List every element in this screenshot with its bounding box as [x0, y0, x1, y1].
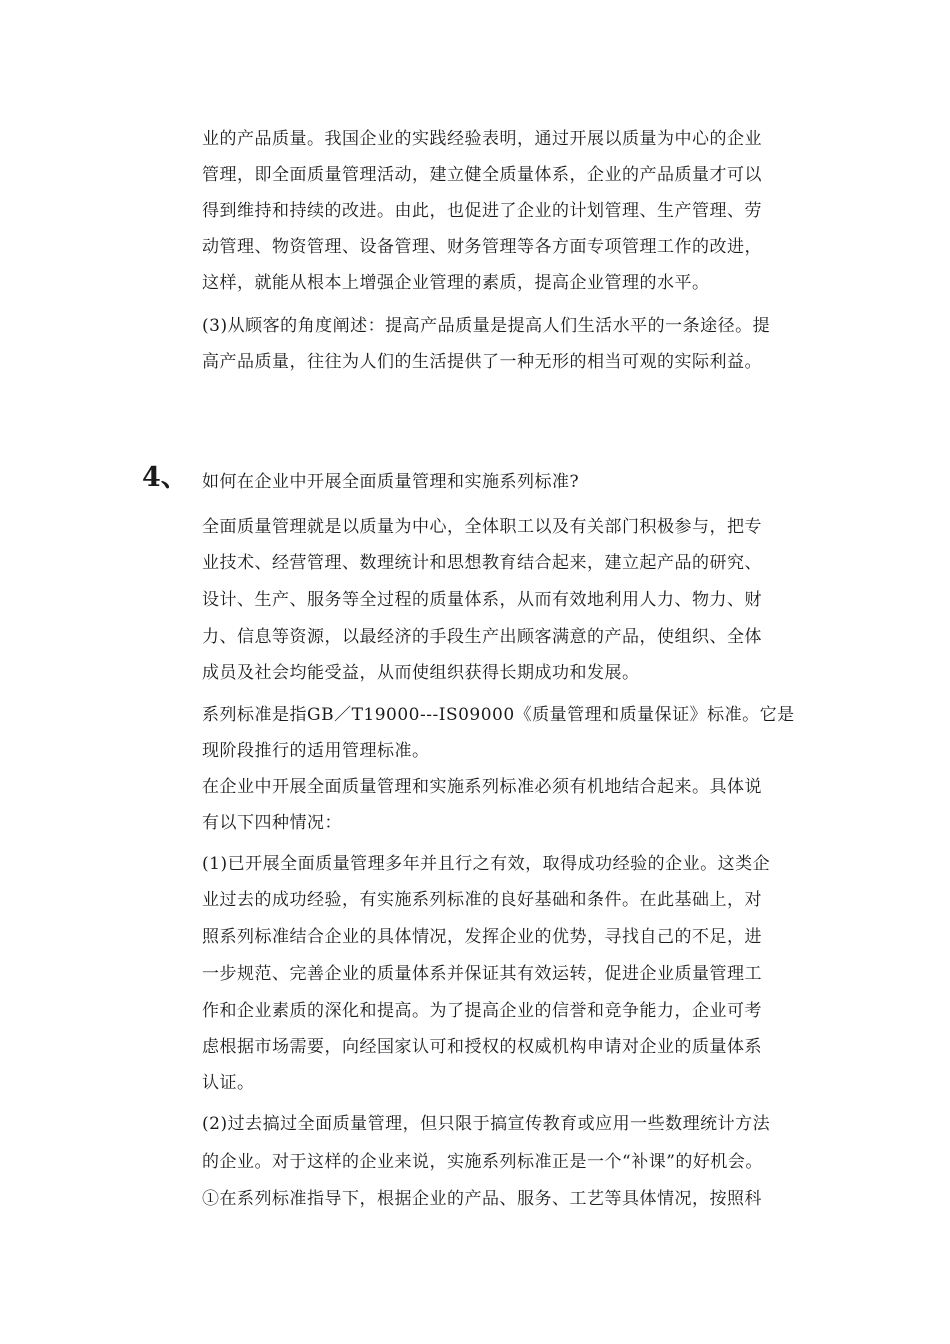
text-line: (1)已开展全面质量管理多年并且行之有效，取得成功经验的企业。这类企	[202, 854, 771, 874]
question-number: 4、	[142, 462, 188, 493]
text-line: 虑根据市场需要，向经国家认可和授权的权威机构申请对企业的质量体系	[202, 1037, 762, 1057]
text-line: 的企业。对于这样的企业来说，实施系列标准正是一个“补课”的好机会。	[202, 1152, 763, 1172]
text-line: 这样，就能从根本上增强企业管理的素质，提高企业管理的水平。	[202, 273, 710, 293]
text-line: 业技术、经营管理、数理统计和思想教育结合起来，建立起产品的研究、	[202, 553, 762, 573]
text-line: 全面质量管理就是以质量为中心，全体职工以及有关部门积极参与，把专	[202, 517, 762, 537]
text-line: 业的产品质量。我国企业的实践经验表明，通过开展以质量为中心的企业	[202, 129, 762, 149]
text-line: 有以下四种情况：	[202, 813, 342, 833]
text-line: (3)从顾客的角度阐述：提高产品质量是提高人们生活水平的一条途径。提	[202, 316, 771, 336]
text-line: 一步规范、完善企业的质量体系并保证其有效运转，促进企业质量管理工	[202, 964, 762, 984]
text-line: 设计、生产、服务等全过程的质量体系，从而有效地利用人力、物力、财	[202, 590, 762, 610]
text-line: (2)过去搞过全面质量管理，但只限于搞宣传教育或应用一些数理统计方法	[202, 1114, 771, 1134]
text-line: 动管理、物资管理、设备管理、财务管理等各方面专项管理工作的改进，	[202, 237, 762, 257]
question-title: 如何在企业中开展全面质量管理和实施系列标准?	[202, 472, 580, 492]
text-line: 高产品质量，往往为人们的生活提供了一种无形的相当可观的实际利益。	[202, 352, 762, 372]
text-line: 现阶段推行的适用管理标准。	[202, 741, 430, 761]
text-line: 系列标准是指GB／T19000---IS09000《质量管理和质量保证》标准。它是	[202, 705, 795, 725]
text-line: 作和企业素质的深化和提高。为了提高企业的信誉和竞争能力，企业可考	[202, 1001, 762, 1021]
text-line: 成员及社会均能受益，从而使组织获得长期成功和发展。	[202, 663, 640, 683]
text-line: 得到维持和持续的改进。由此，也促进了企业的计划管理、生产管理、劳	[202, 201, 762, 221]
text-line: 业过去的成功经验，有实施系列标准的良好基础和条件。在此基础上，对	[202, 890, 762, 910]
text-line: 力、信息等资源，以最经济的手段生产出顾客满意的产品，使组织、全体	[202, 627, 762, 647]
text-line: 认证。	[202, 1073, 255, 1093]
text-line: 管理，即全面质量管理活动，建立健全质量体系，企业的产品质量才可以	[202, 165, 762, 185]
text-line: 在企业中开展全面质量管理和实施系列标准必须有机地结合起来。具体说	[202, 777, 762, 797]
text-line: 照系列标准结合企业的具体情况，发挥企业的优势，寻找自己的不足，进	[202, 927, 762, 947]
text-line: ①在系列标准指导下，根据企业的产品、服务、工艺等具体情况，按照科	[202, 1189, 762, 1209]
